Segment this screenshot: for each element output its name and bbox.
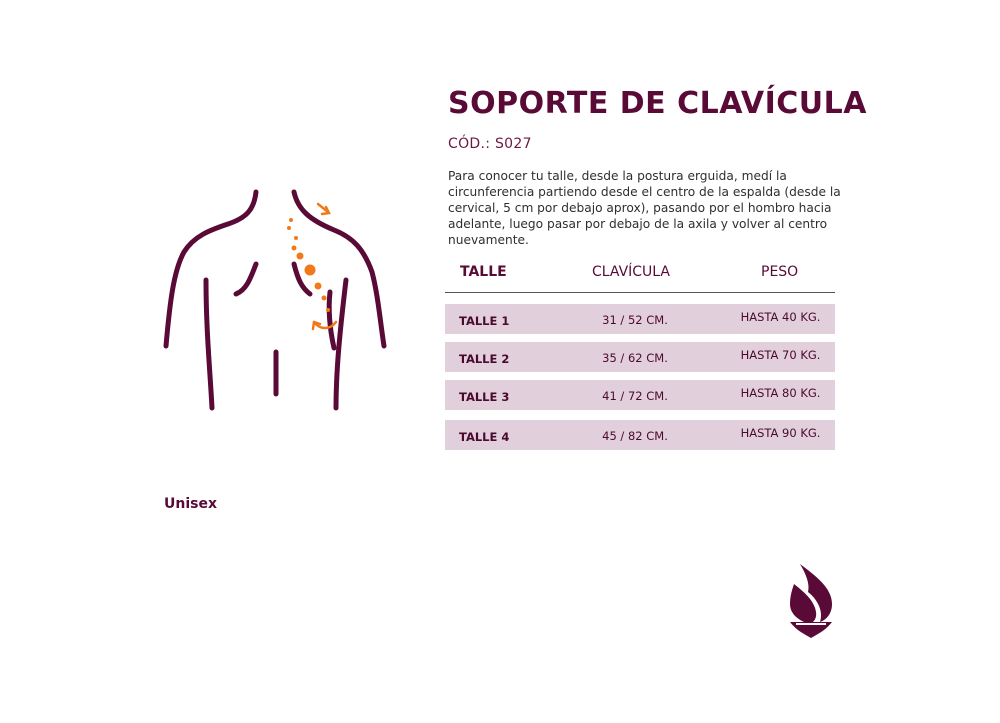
- measurement-instructions: Para conocer tu talle, desde la postura erguida, medí la circunferencia partiendo desde el centro de la espalda (desde la cervical, 5 cm por debajo aprox), pasando por el hombro hacia adelante, luego pasar por debajo de la axila y volver al centro nuevamente.: [448, 169, 841, 247]
- size-cell: TALLE 1: [459, 314, 510, 328]
- measure-cell: 45 / 82 CM.: [602, 429, 668, 443]
- size-table: [445, 258, 835, 444]
- product-title: SOPORTE DE CLAVÍCULA: [448, 86, 867, 121]
- gender-label: Unisex: [164, 496, 217, 512]
- weight-cell: HASTA 90 KG.: [740, 426, 821, 440]
- header-clavicula: CLAVÍCULA: [592, 264, 671, 280]
- table-row: [445, 342, 835, 372]
- weight-cell: HASTA 40 KG.: [740, 310, 821, 324]
- measure-cell: 41 / 72 CM.: [602, 389, 668, 403]
- header-peso: PESO: [761, 264, 799, 280]
- table-row: [445, 304, 835, 334]
- measure-cell: 31 / 52 CM.: [602, 313, 668, 327]
- size-table-header: [445, 258, 835, 293]
- table-row: [445, 380, 835, 410]
- brand-flame-logo: [786, 562, 836, 638]
- weight-cell: HASTA 80 KG.: [740, 386, 821, 400]
- weight-cell: HASTA 70 KG.: [740, 348, 821, 362]
- size-cell: TALLE 4: [459, 430, 510, 444]
- size-cell: TALLE 2: [459, 352, 510, 366]
- header-talle: TALLE: [460, 264, 507, 280]
- product-code: CÓD.: S027: [448, 136, 532, 152]
- table-row: [445, 420, 835, 450]
- measure-cell: 35 / 62 CM.: [602, 351, 668, 365]
- torso-measurement-icon: [150, 180, 400, 420]
- size-cell: TALLE 3: [459, 390, 510, 404]
